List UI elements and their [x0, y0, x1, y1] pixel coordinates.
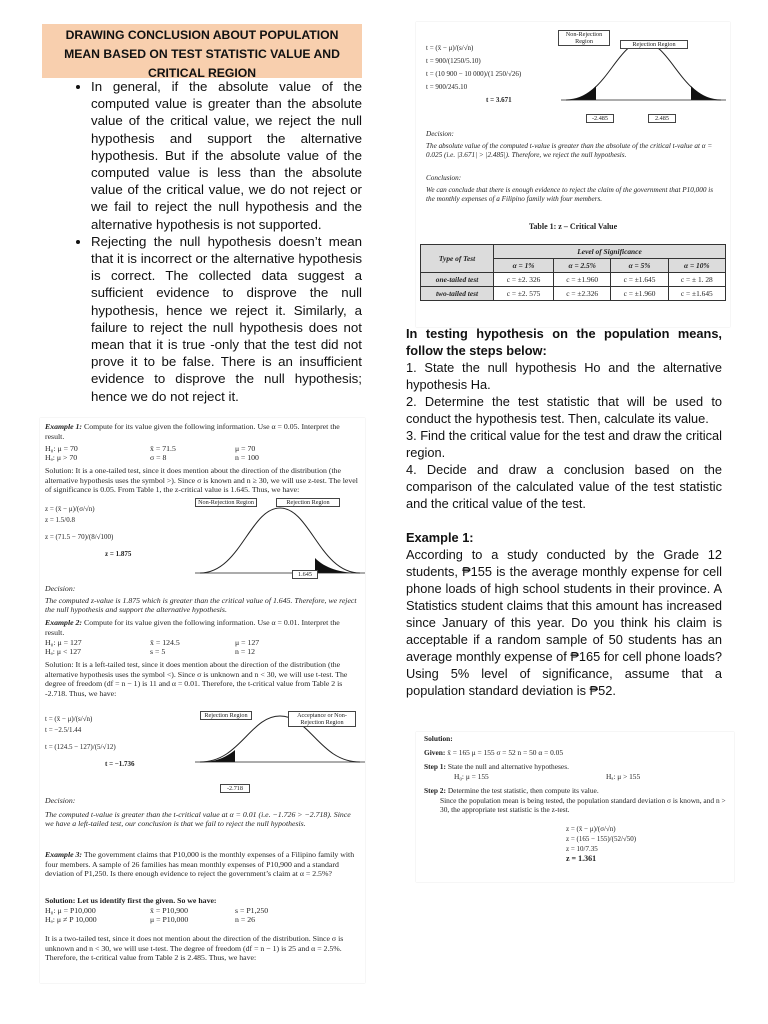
table-header-level: Level of Significance	[494, 245, 726, 259]
ex2-given: n = 12	[235, 647, 255, 656]
bullet-item-1: • In general, if the absolute value of the computed value is greater than the absolute value of the critical value, we reject the null hypothesis and support the alternative hypothesis. But if the absolute value of the computed value is less than the absolute value of the critical value, we do not reject or we fail to reject the null hypothesis and the alternative hypothesis is not supported.	[91, 78, 362, 233]
ex2-given: μ = 127	[235, 638, 260, 647]
ex1-rejection-label: Rejection Region	[276, 498, 340, 507]
ex3-conclusion: We can conclude that there is enough evidence to reject the claim of the government that P10,000 is the monthly expenses of a Filipino family with four members.	[426, 186, 714, 203]
ex2-rejection-label: Rejection Region	[200, 711, 252, 720]
ex3-formula-3: t = (10 900 − 10 000)/(1 250/√26)	[426, 70, 522, 78]
ex3-given: H₀: μ = P10,000	[45, 906, 96, 915]
table-cell: c = ±1.645	[611, 273, 668, 287]
table-col-header: α = 5%	[611, 259, 668, 273]
ex3-critical-left: -2.485	[586, 114, 614, 123]
ex1-nonrejection-label: Non-Rejection Region	[195, 498, 257, 507]
ex2-formulas	[45, 714, 155, 770]
right-scan-panel	[416, 22, 730, 327]
table-cell: c = ±1.960	[554, 273, 611, 287]
ex1-given: Hₐ: μ > 70	[45, 453, 78, 462]
ex1-formulas	[45, 504, 145, 560]
solution-formula-2: z = (165 − 155)/(52/√50)	[566, 835, 637, 843]
ex1-heading: Example 1:	[45, 422, 83, 431]
ex1-given: μ = 70	[235, 444, 256, 453]
section-title-line-2: MEAN BASED ON TEST STATISTIC VALUE AND	[64, 47, 340, 61]
ex2-decision	[45, 800, 360, 829]
step2-text: Determine the test statistic, then compute its value.	[447, 786, 599, 795]
ex3-given: Hₐ: μ ≠ P 10,000	[45, 915, 97, 924]
solution-formula-3: z = 10/7.35	[566, 845, 598, 853]
ex3-given: μ = P10,000	[150, 915, 189, 924]
ex1-decision-text: The computed z-value is 1.875 which is greater than the critical value of 1.645. Therefore, we reject the null hypothesis and support the alternative hypothesis.	[45, 595, 357, 615]
ex2-given: H₀: μ = 127	[45, 638, 82, 647]
ex2-formula-2: t = −2.5/1.44	[45, 726, 82, 734]
table-row-label: one-tailed test	[421, 273, 494, 287]
step2-explanation: Since the population mean is being tested, the population standard deviation σ is known, and n > 30, the appropriate test statistic is the z-test.	[440, 796, 726, 815]
step1-label: Step 1:	[424, 762, 446, 771]
table-header-type: Type of Test	[421, 245, 494, 273]
steps-heading: In testing hypothesis on the population means, follow the steps below:	[406, 326, 722, 358]
steps-section	[406, 325, 722, 699]
table-cell: c = ±2. 575	[494, 287, 554, 301]
ex2-decision-label: Decision:	[45, 796, 76, 805]
ex2-result: t = −1.736	[105, 760, 135, 768]
step2-label: Step 2:	[424, 786, 446, 795]
ex3-decision: The absolute value of the computed t-value is greater than the absolute of the critical t-value at α = 0.025 (i.e. |3.671| > |2.485|). Therefore, we reject the null hypothesis.	[426, 142, 713, 159]
table-col-header: α = 1%	[494, 259, 554, 273]
ex1-prompt-text: Compute for its value given the following information. Use α = 0.05. Interpret the result.	[45, 422, 340, 441]
ex3-formula-2: t = 900/(1250/5.10)	[426, 57, 481, 65]
bullet-item-2: • Rejecting the null hypothesis doesn’t mean that it is incorrect or the alternative hypothesis is correct. The collected data suggest a sufficient evidence to disprove the null hypothesis, hence we reject it. Similarly, a failure to reject the null hypothesis does not mean that it is true -only that the test did not prove it to be false. There is an insufficient evidence to disprove the null hypothesis; hence we do not reject it.	[91, 233, 362, 405]
ex2-prompt-text: Compute for its value given the following information. Use α = 0.01. Interpret the result.	[45, 618, 340, 637]
ex2-acceptance-label: Acceptance or Non-Rejection Region	[288, 711, 356, 727]
ex1-given: H₀: μ = 70	[45, 444, 78, 453]
ex2-formula-3: t = (124.5 − 127)/(5/√12)	[45, 743, 116, 751]
ex2-given: s = 5	[150, 647, 166, 656]
step-1: 1. State the null hypothesis Ho and the alternative hypothesis Ha.	[406, 360, 722, 392]
ex1-formula-3: z = (71.5 − 70)/(8/√100)	[45, 533, 114, 541]
ex1-decision-label: Decision:	[45, 584, 76, 593]
ex3-solution: Solution: Let us identify first the given. So we have:	[45, 896, 217, 905]
section-title-line-1: DRAWING CONCLUSION ABOUT POPULATION	[65, 28, 339, 42]
example-heading: Example 1:	[406, 530, 474, 545]
ex3-prompt-text: The government claims that P10,000 is the monthly expenses of a Filipino family with four members. A sample of 26 families has mean monthly expenses of P10,900 and a standard deviation of P1,250. Is there enough evidence to reject the government’s claim at α = 2.5%?	[45, 850, 355, 879]
step1-text: State the null and alternative hypotheses.	[447, 762, 569, 771]
table-cell: c = ±1.960	[611, 287, 668, 301]
ex1-curve	[195, 498, 365, 583]
ha: Hₐ: μ > 155	[606, 772, 641, 781]
ex1-formula-2: z = 1.5/0.8	[45, 516, 75, 524]
ex2-prompt	[45, 618, 360, 637]
ex1-solution: Solution: It is a one-tailed test, since it does mention about the direction of the distribution (the alternative hypothesis uses the symbol >). Since σ is known and n ≥ 30, we will use z-test. The level of significance is 0.05. From Table 1, the z-critical value is 1.645. Thus, we have:	[45, 466, 358, 495]
ex3-text: It is a two-tailed test, since it does not mention about the direction of the distribution. Since σ is unknown and n < 30, we will use t-test. The degree of freedom (df = n − 1) is 25 and α = 2.5%. Therefore, the t-critical value from Table 2 is 2.485. Thus, we have:	[45, 934, 344, 963]
table-cell: c = ±2. 326	[494, 273, 554, 287]
ex3-nonrejection-label: Non-Rejection Region	[558, 30, 610, 46]
ex2-formula-1: t = (x̄ − μ)/(s/√n)	[45, 715, 93, 723]
ex3-heading: Example 3:	[45, 850, 83, 859]
solution-scan-panel	[416, 732, 734, 882]
step-2: 2. Determine the test statistic that will be used to conduct the hypothesis test. Then, calculate its value.	[406, 394, 722, 426]
ex2-decision-text: The computed t-value is greater than the t-critical value at α = 0.01 (i.e. −1.726 > −2.718). Since we have a left-tailed test, our conclusion is that we fail to reject the null hypothesis.	[45, 809, 351, 829]
ex3-result: t = 3.671	[486, 96, 512, 104]
ex1-result: z = 1.875	[105, 550, 132, 558]
ex3-formula-1: t = (x̄ − μ)/(s/√n)	[426, 44, 474, 52]
example-text: According to a study conducted by the Grade 12 students, ₱155 is the average monthly expense for cell phone loads of high school students in their province. A Statistics student claims that this amount has increased since January of this year. Do you think his claim is acceptable if a random sample of 50 students has an average monthly expense of ₱165 for cell phone loads? Using 5% level of significance, assume that a population standard deviation is ₱52.	[406, 547, 722, 698]
ex2-critical-label: -2.718	[220, 784, 250, 793]
table-row	[421, 287, 726, 301]
ex2-heading: Example 2:	[45, 618, 83, 627]
solution-formula-1: z = (x̄ − μ)/(σ/√n)	[566, 825, 616, 833]
ex3-prompt	[45, 850, 360, 879]
table-row-label: two-tailed test	[421, 287, 494, 301]
step-4: 4. Decide and draw a conclusion based on the comparison of the calculated value of the test statistic and the critical value of the test.	[406, 462, 722, 511]
ex1-given: σ = 8	[150, 453, 167, 462]
table-title: Table 1: z – Critical Value	[528, 222, 618, 231]
given-label: Given:	[424, 748, 446, 757]
solution-given	[424, 748, 730, 757]
ex3-formula-4: t = 900/245.10	[426, 83, 468, 91]
ex1-prompt	[45, 422, 360, 441]
solution-step-1	[424, 762, 730, 771]
ex3-conclusion-label: Conclusion:	[426, 174, 462, 182]
ex1-formula-1: z = (x̄ − μ)/(σ/√n)	[45, 505, 95, 513]
ex3-given: s = P1,250	[235, 906, 269, 915]
ex3-formulas	[426, 42, 546, 107]
table-cell: c = ± 1. 28	[668, 273, 725, 287]
ex3-critical-right: 2.485	[648, 114, 676, 123]
solution-step-2	[424, 786, 730, 795]
given-values: x̄ = 165 μ = 155 σ = 52 n = 50 α = 0.05	[447, 748, 564, 757]
solution-label: Solution:	[424, 734, 453, 743]
ex3-rejection-label: Rejection Region	[620, 40, 688, 49]
h0: H₀: μ = 155	[454, 772, 489, 781]
step-3: 3. Find the critical value for the test and draw the critical region.	[406, 428, 722, 460]
ex1-critical-label: 1.645	[292, 570, 318, 579]
z-critical-table	[420, 244, 726, 301]
ex2-solution: Solution: It is a left-tailed test, since it does mention about the direction of the distribution (the alternative hypothesis uses the symbol <). Since σ is unknown and n < 30, we will use t-test. The degree of freedom (df = n − 1) is 11 and α = 0.01. Therefore, the t-critical value from Table 2 is -2.718. Thus, we have:	[45, 660, 348, 698]
table-col-header: α = 2.5%	[554, 259, 611, 273]
explanation-bullets	[62, 78, 362, 405]
solution-result: z = 1.361	[566, 854, 597, 863]
section-title	[42, 24, 362, 78]
table-cell: c = ±1.645	[668, 287, 725, 301]
ex1-given: n = 100	[235, 453, 259, 462]
solution-formulas	[566, 824, 636, 864]
ex3-decision-label: Decision:	[426, 130, 454, 138]
table-cell: c = ±2.326	[554, 287, 611, 301]
ex1-given: x̄ = 71.5	[150, 444, 176, 453]
section-title-line-3: CRITICAL REGION	[147, 66, 257, 80]
table-row	[421, 273, 726, 287]
ex3-given: x̄ = P10,900	[150, 906, 188, 915]
table-col-header: α = 10%	[668, 259, 725, 273]
left-scan-panel	[40, 418, 365, 983]
ex2-given: x̄ = 124.5	[150, 638, 180, 647]
ex1-decision	[45, 586, 360, 615]
ex3-given: n = 26	[235, 915, 255, 924]
ex2-given: Hₐ: μ < 127	[45, 647, 82, 656]
